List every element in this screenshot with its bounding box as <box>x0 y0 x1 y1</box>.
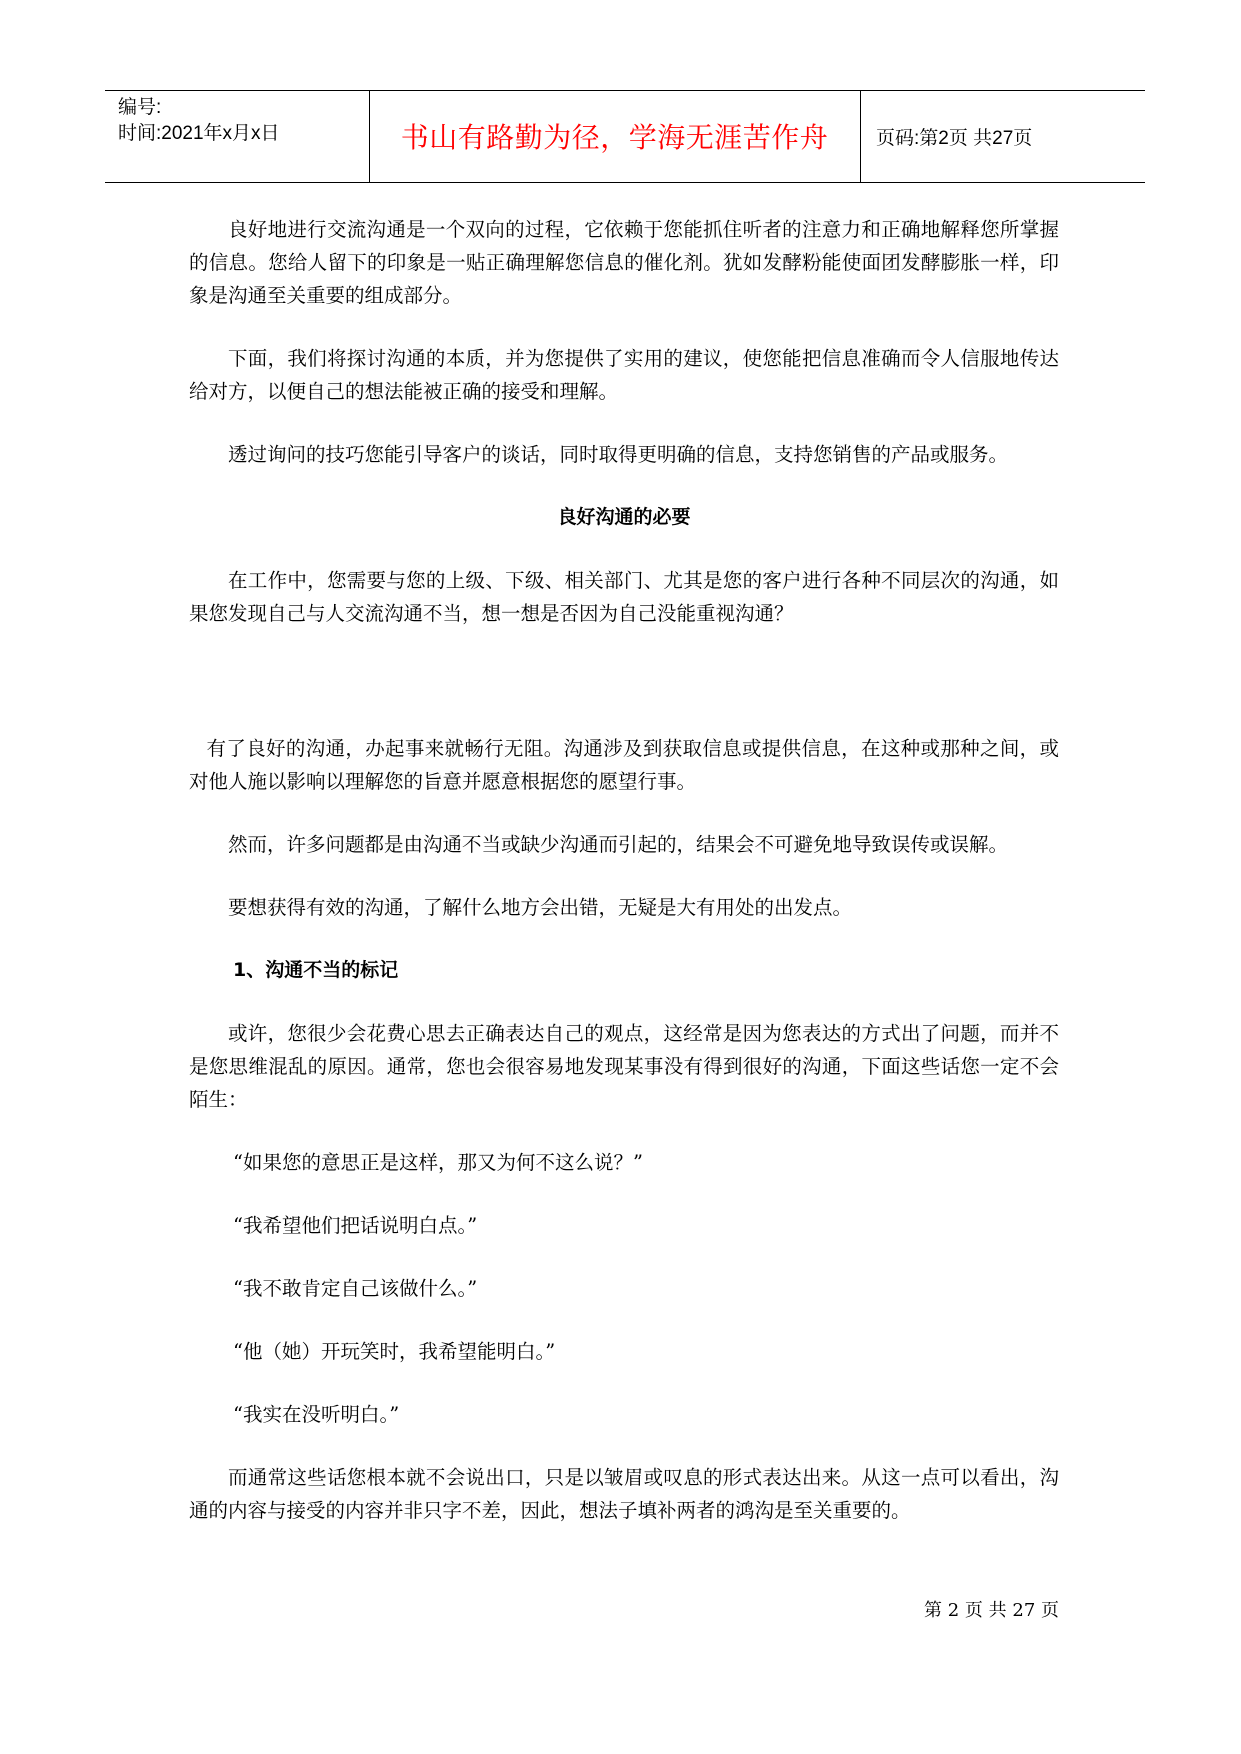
quote-line: “我实在没听明白。” <box>233 1403 400 1426</box>
paragraph: 而通常这些话您根本就不会说出口，只是以皱眉或叹息的形式表达出来。从这一点可以看出，沟通的内容与接受的内容并非只字不差，因此，想法子填补两者的鸿沟是至关重要的。 <box>189 1466 1059 1522</box>
header-divider-right <box>860 91 861 182</box>
quote-line: “我希望他们把话说明白点。” <box>233 1214 478 1237</box>
header-meta <box>118 95 280 147</box>
paragraph: 有了良好的沟通，办起事来就畅行无阻。沟通涉及到获取信息或提供信息，在这种或那种之间，或对他人施以影响以理解您的旨意并愿意根据您的愿望行事。 <box>189 737 1059 793</box>
subsection-title: 1、沟通不当的标记 <box>233 959 399 981</box>
paragraph: 良好地进行交流沟通是一个双向的过程，它依赖于您能抓住听者的注意力和正确地解释您所掌握的信息。您给人留下的印象是一贴正确理解您信息的催化剂。犹如发酵粉能使面团发酵膨胀一样，印象是沟通至关重要的组成部分。 <box>189 218 1059 307</box>
paragraph: 或许，您很少会花费心思去正确表达自己的观点，这经常是因为您表达的方式出了问题，而并不是您思维混乱的原因。通常，您也会很容易地发现某事没有得到很好的沟通，下面这些话您一定不会陌生： <box>189 1022 1059 1111</box>
paragraph: 下面，我们将探讨沟通的本质，并为您提供了实用的建议，使您能把信息准确而令人信服地传达给对方，以便自己的想法能被正确的接受和理解。 <box>189 347 1059 403</box>
document-body <box>189 213 1059 1557</box>
blank-spacer <box>189 660 1059 732</box>
page-footer: 第 2 页 共 27 页 <box>924 1600 1059 1621</box>
document-header <box>105 90 1145 183</box>
quote-line: “他（她）开玩笑时，我希望能明白。” <box>233 1340 556 1363</box>
quote-line: “我不敢肯定自己该做什么。” <box>233 1277 478 1300</box>
quote-line: “如果您的意思正是这样，那又为何不这么说？” <box>233 1151 643 1174</box>
paragraph: 然而，许多问题都是由沟通不当或缺少沟通而引起的，结果会不可避免地导致误传或误解。 <box>228 833 1009 856</box>
paragraph: 在工作中，您需要与您的上级、下级、相关部门、尤其是您的客户进行各种不同层次的沟通，如果您发现自己与人交流沟通不当，想一想是否因为自己没能重视沟通？ <box>189 569 1059 625</box>
section-title: 良好沟通的必要 <box>557 506 691 528</box>
header-motto: 书山有路勤为径，学海无涯苦作舟 <box>400 121 829 154</box>
paragraph: 要想获得有效的沟通，了解什么地方会出错，无疑是大有用处的出发点。 <box>228 896 853 919</box>
document-time-label: 时间:2021年x月x日 <box>118 123 280 144</box>
paragraph: 透过询问的技巧您能引导客户的谈话，同时取得更明确的信息，支持您销售的产品或服务。 <box>228 443 1009 466</box>
header-page-number: 页码:第2页 共27页 <box>876 127 1033 149</box>
document-number-label: 编号: <box>118 97 162 118</box>
